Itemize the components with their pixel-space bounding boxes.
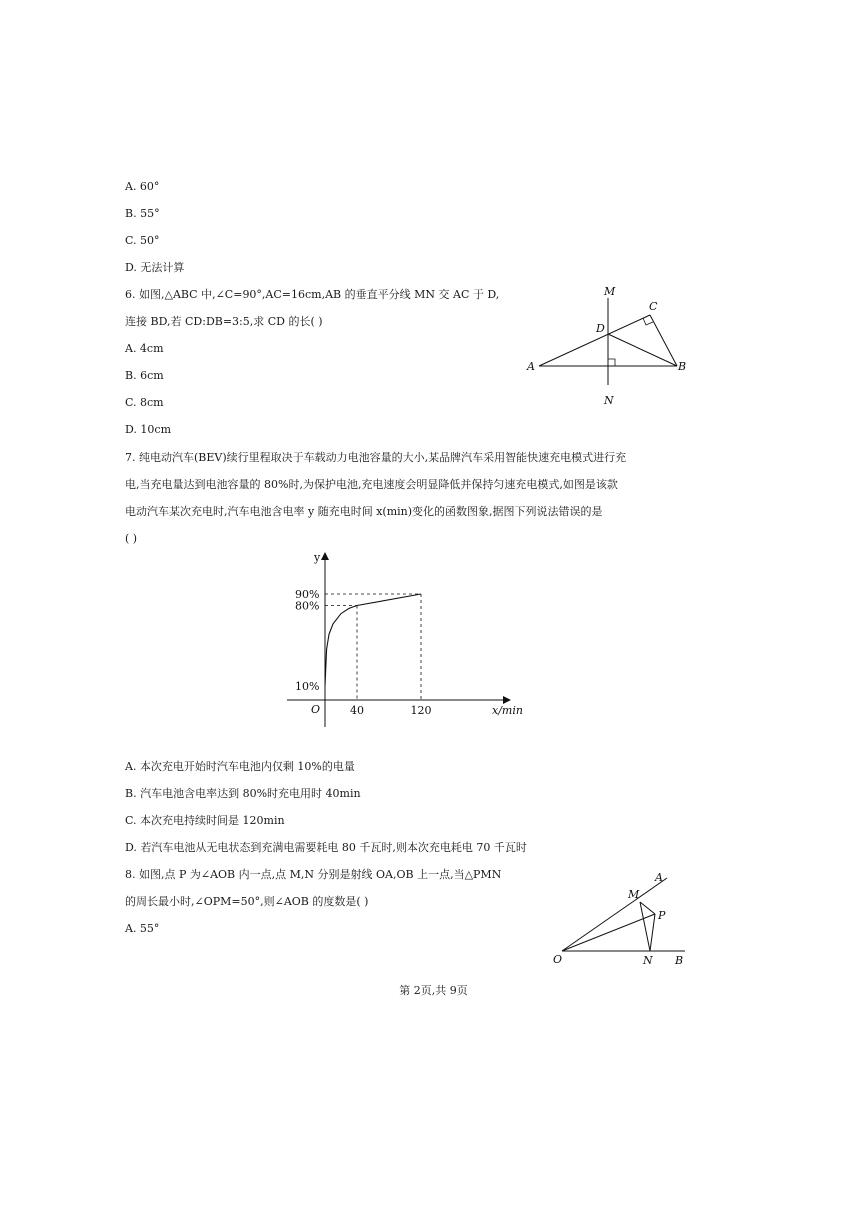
q7-stem-line3: 电动汽车某次充电时,汽车电池含电率 y 随充电时间 x(min)变化的函数图象,据图下列说法错误的是 bbox=[125, 505, 603, 518]
q6-label-d: D bbox=[596, 322, 605, 335]
q6-label-m: M bbox=[604, 285, 616, 298]
q8-label-p: P bbox=[658, 909, 666, 922]
chart-x-tick-label: 40 bbox=[350, 704, 364, 717]
q6-right-angle-foot bbox=[608, 359, 615, 366]
q5-option-b: B. 55° bbox=[125, 207, 160, 220]
q8-label-b: B bbox=[675, 954, 684, 967]
q7-charge-chart bbox=[285, 545, 535, 730]
chart-y-tick-label: 80% bbox=[295, 599, 320, 613]
chart-y-tick-label: 10% bbox=[295, 680, 320, 693]
q6-label-n: N bbox=[604, 394, 614, 407]
q6-stem-line2: 连接 BD,若 CD:DB=3:5,求 CD 的长( ) bbox=[125, 315, 323, 328]
chart-origin-label: O bbox=[311, 703, 321, 716]
chart-y-tick-label: 90% bbox=[295, 588, 320, 601]
q6-segment-ac bbox=[539, 315, 650, 366]
q7-option-c: C. 本次充电持续时间是 120min bbox=[125, 814, 285, 827]
chart-x-tick-label: 120 bbox=[410, 704, 432, 717]
q7-stem-line2: 电,当充电量达到电池容量的 80%时,为保护电池,充电速度会明显降低并保持匀速充电模式,如图是该款 bbox=[125, 478, 618, 491]
chart-y-label: y bbox=[314, 551, 321, 564]
q8-angle-figure bbox=[545, 868, 695, 968]
chart-x-label: x/min bbox=[492, 704, 523, 717]
q6-stem-line1: 6. 如图,△ABC 中,∠C=90°,AC=16cm,AB 的垂直平分线 MN 交 AC 于 D, bbox=[125, 288, 500, 301]
q8-label-n: N bbox=[643, 954, 653, 967]
q8-option-a: A. 55° bbox=[125, 922, 160, 935]
chart-y-arrow bbox=[321, 552, 329, 560]
q5-option-c: C. 50° bbox=[125, 234, 160, 247]
q8-label-o: O bbox=[553, 953, 563, 966]
q6-option-d: D. 10cm bbox=[125, 423, 172, 436]
q6-label-b: B bbox=[678, 360, 687, 373]
q7-stem-line1: 7. 纯电动汽车(BEV)续行里程取决于车载动力电池容量的大小,某品牌汽车采用智能快速充电模式进行充 bbox=[125, 451, 627, 464]
q6-option-a: A. 4cm bbox=[125, 342, 164, 355]
q6-segment-cb bbox=[650, 315, 677, 366]
q8-label-m: M bbox=[628, 888, 640, 901]
q8-segment-op bbox=[562, 914, 655, 951]
q5-option-a: A. 60° bbox=[125, 180, 160, 193]
q6-option-c: C. 8cm bbox=[125, 396, 164, 409]
q7-option-d: D. 若汽车电池从无电状态到充满电需要耗电 80 千瓦时,则本次充电耗电 70 千瓦时 bbox=[125, 841, 527, 854]
q7-option-b: B. 汽车电池含电率达到 80%时充电用时 40min bbox=[125, 787, 361, 800]
q6-option-b: B. 6cm bbox=[125, 369, 164, 382]
q8-segment-pn bbox=[650, 914, 655, 951]
q6-label-c: C bbox=[649, 300, 658, 313]
q6-segment-db bbox=[608, 334, 677, 366]
q8-stem-line2: 的周长最小时,∠OPM=50°,则∠AOB 的度数是( ) bbox=[125, 895, 369, 908]
q7-option-a: A. 本次充电开始时汽车电池内仅剩 10%的电量 bbox=[125, 760, 355, 773]
q6-triangle-figure bbox=[520, 282, 700, 412]
q6-right-angle-c bbox=[643, 318, 653, 325]
q8-stem-line1: 8. 如图,点 P 为∠AOB 内一点,点 M,N 分别是射线 OA,OB 上一点,当△PMN bbox=[125, 868, 502, 881]
q5-option-d: D. 无法计算 bbox=[125, 261, 185, 274]
q8-label-a: A bbox=[655, 871, 663, 884]
page-footer: 第 2页,共 9页 bbox=[399, 984, 468, 997]
chart-series-line bbox=[325, 594, 421, 686]
q6-label-a: A bbox=[527, 360, 535, 373]
chart-x-arrow bbox=[503, 696, 511, 704]
q7-stem-line4: ( ) bbox=[125, 532, 138, 545]
